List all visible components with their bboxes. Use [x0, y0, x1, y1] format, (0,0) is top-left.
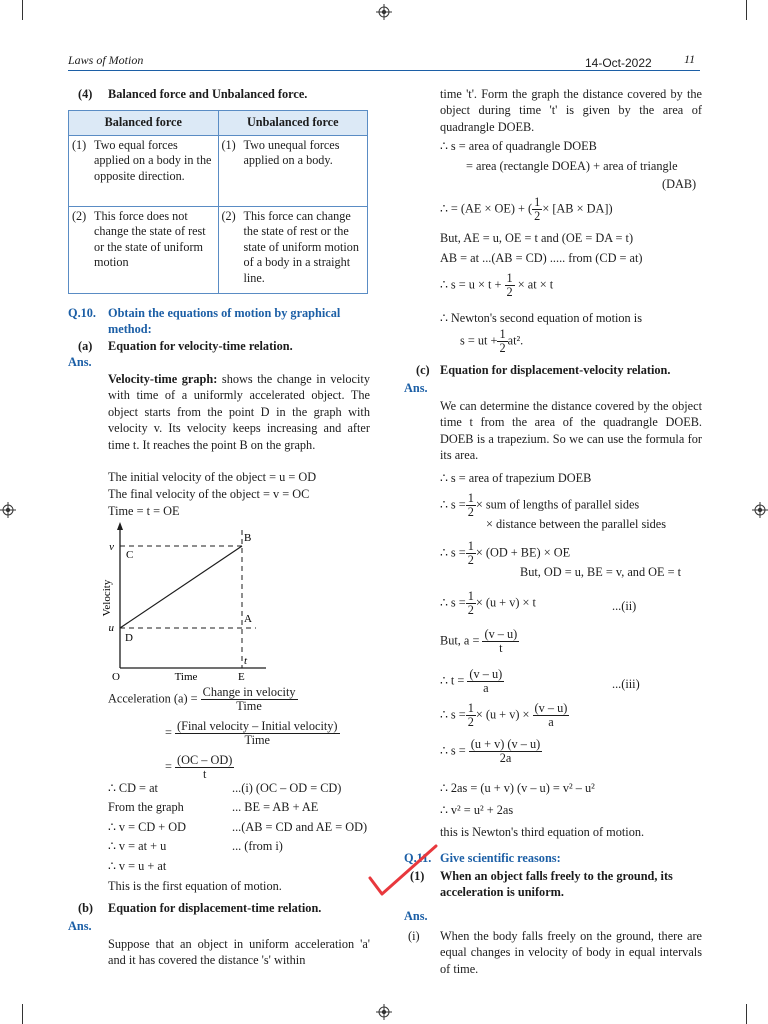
step-lhs: ∴ v = CD + OD: [108, 819, 187, 834]
eq-text: ∴ t =: [440, 673, 465, 688]
fraction-denominator: 2: [534, 209, 541, 223]
eq-text: ∴ s =: [440, 545, 466, 560]
equation-line: [440, 492, 639, 519]
fraction-numerator: 1: [467, 589, 474, 603]
y-axis-arrow-icon: [117, 522, 123, 530]
step-lhs: ∴ v = at + u: [108, 839, 167, 854]
answer-label: Ans.: [68, 355, 92, 369]
fraction-numerator: Change in velocity: [202, 685, 296, 699]
point-a: A: [244, 613, 252, 625]
point-e: E: [238, 671, 245, 683]
cell-number: (1): [221, 137, 236, 152]
eq-text: at².: [507, 333, 524, 348]
fraction-denominator: a: [483, 681, 489, 695]
table-header: Balanced force: [69, 111, 219, 136]
answer-text: When the body falls freely on the ground, there are equal changes in velocity of body in equal intervals of time.: [440, 929, 702, 976]
fraction-numerator: (u + v) (v – u): [470, 737, 541, 751]
fraction-denominator: 2: [499, 341, 506, 355]
table-row: [69, 135, 368, 206]
table-header: Unbalanced force: [218, 111, 368, 136]
subpart-label: (a): [78, 339, 93, 353]
step-rhs: ...(AB = CD and AE = OD): [232, 819, 368, 834]
fraction-numerator: 1: [506, 271, 513, 285]
answer-label: Ans.: [404, 909, 428, 923]
subpart-title: When an object falls freely to the ground, its acceleration is uniform.: [440, 869, 673, 900]
equation-line: (DAB): [662, 177, 697, 191]
equation-line: [440, 738, 542, 765]
fraction-denominator: 2: [467, 715, 474, 729]
cell-number: (2): [221, 208, 236, 223]
eq-text: × at × t: [517, 277, 554, 292]
equation-line: ∴ 2as = (u + v) (v – u) = v² – u²: [440, 781, 595, 795]
equation-line: ∴ v² = u² + 2as: [440, 803, 514, 817]
answer-label: Ans.: [404, 381, 428, 395]
vt-graph-paragraph: [108, 371, 370, 453]
point-d: D: [125, 632, 133, 644]
eq-text: ∴ s = u × t +: [440, 277, 502, 292]
crop-mark: [746, 0, 747, 20]
step-lhs: ∴ CD = at: [108, 781, 158, 795]
origin-o: O: [112, 671, 120, 683]
crop-mark: [746, 1004, 747, 1024]
acceleration-eq-3: [165, 754, 234, 781]
equation-tag: ...(iii): [612, 677, 640, 691]
equation-line: = area (rectangle DOEA) + area of triangle: [466, 159, 678, 173]
eq-text: × [AB × DA]): [542, 201, 613, 216]
step-lhs: From the graph: [108, 800, 184, 815]
fraction-numerator: (OC – OD): [177, 753, 233, 767]
paragraph-text: shows the change in velocity with time of a uniformly accelerated object. The object starts from the point D in the graph with velocity v. Its velocity keeps increasing and after time t. It reaches the point B on the graph.: [108, 372, 370, 452]
equals-sign: =: [165, 759, 172, 774]
fraction-denominator: 2: [467, 553, 474, 567]
trapezium-paragraph: We can determine the distance covered by the object time t from the area of the quadrangle DOEB. DOEB is a trapezium. So we can use the formula for its area.: [440, 399, 702, 463]
label-v: v: [109, 541, 114, 553]
x-axis-label: Time: [174, 671, 198, 683]
eq-text: ∴ s =: [440, 595, 466, 610]
fraction-denominator: 2: [506, 285, 513, 299]
fraction-denominator: 2a: [499, 751, 512, 765]
eq-text: s = ut +: [460, 333, 498, 348]
item-number: (i): [408, 929, 420, 943]
fraction-numerator: 1: [467, 701, 474, 715]
equation-line: ∴ s = area of trapezium DOEB: [440, 471, 592, 485]
fraction-numerator: (v – u): [534, 701, 568, 715]
equation-line: [440, 668, 504, 695]
fraction-numerator: (Final velocity – Initial velocity): [177, 719, 338, 733]
fraction-denominator: t: [202, 767, 207, 781]
question-label: Q.11.: [404, 851, 432, 865]
step-rhs: ... (from i): [232, 839, 283, 854]
eq-text: × (OD + BE) × OE: [475, 545, 571, 560]
step-rhs: ...(i) (OC – OD = CD): [232, 781, 342, 795]
velocity-line: [120, 546, 242, 628]
table-cell: Two unequal forces applied on a body.: [243, 137, 340, 168]
registration-mark-icon: [376, 4, 392, 20]
equation-line: [440, 590, 536, 617]
displacement-paragraph: Suppose that an object in uniform acceleration 'a' and it has covered the distance 's' within: [108, 937, 370, 968]
question-text: Give scientific reasons:: [440, 851, 561, 865]
page-number: 11: [684, 52, 696, 66]
registration-mark-icon: [376, 1004, 392, 1020]
equation-line: ∴ s = area of quadrangle DOEB: [440, 139, 597, 153]
point-b: B: [244, 532, 252, 544]
eq-text: × (u + v) × t: [475, 595, 536, 610]
equation-line: [440, 628, 519, 655]
final-velocity: The final velocity of the object = v = OC: [108, 487, 310, 501]
equation-line: But, AE = u, OE = t and (OE = DA = t): [440, 231, 634, 245]
table-cell: This force does not change the state of rest or the state of uniform motion: [94, 208, 206, 270]
equation-line: × distance between the parallel sides: [486, 517, 667, 531]
equation-line: [440, 702, 569, 729]
red-tick-mark-icon: [366, 840, 440, 900]
initial-velocity: The initial velocity of the object = u = OD: [108, 470, 317, 484]
question-label: Q.10.: [68, 306, 97, 320]
label-u: u: [108, 622, 114, 634]
registration-mark-icon: [0, 502, 16, 518]
acceleration-eq-1: [108, 686, 298, 713]
subpart-title: Equation for displacement-velocity relation.: [440, 363, 671, 377]
question-text: Obtain the equations of motion by graphical method:: [108, 306, 341, 337]
fraction-numerator: 1: [467, 491, 474, 505]
page-date: 14-Oct-2022: [585, 56, 652, 70]
table-cell: Two equal forces applied on a body in the opposite direction.: [94, 137, 212, 183]
fraction-denominator: 2: [467, 603, 474, 617]
fraction-denominator: Time: [244, 733, 271, 747]
section-heading: Balanced force and Unbalanced force.: [108, 87, 308, 101]
equation-line: [440, 196, 613, 223]
table-row: [69, 206, 368, 293]
subpart-title: Equation for displacement-time relation.: [108, 901, 322, 915]
eq-text: But, a =: [440, 633, 480, 648]
fraction-numerator: (v – u): [469, 667, 503, 681]
eq-text: ∴ s =: [440, 707, 466, 722]
fraction-denominator: Time: [236, 699, 262, 713]
equation-line: But, OD = u, BE = v, and OE = t: [520, 565, 682, 579]
cell-number: (2): [72, 208, 87, 223]
crop-mark: [22, 1004, 23, 1024]
subpart-title: Equation for velocity-time relation.: [108, 339, 293, 353]
table-cell: This force can change the state of rest or the state of uniform motion of a body in a straight line.: [243, 208, 359, 285]
third-equation-note: this is Newton's third equation of motion.: [440, 825, 645, 839]
answer-label: Ans.: [68, 919, 92, 933]
cell-number: (1): [72, 137, 87, 152]
fraction-denominator: t: [499, 641, 503, 655]
force-comparison-table: [68, 110, 368, 294]
book-title: Laws of Motion: [68, 53, 144, 67]
subpart-label: (c): [416, 363, 430, 377]
section-heading-number: (4): [78, 87, 93, 101]
equation-tag: ...(ii): [612, 599, 637, 613]
fraction-numerator: 1: [534, 195, 541, 209]
eq-text: × (u + v) ×: [475, 707, 530, 722]
equation-line: [440, 540, 570, 567]
point-c: C: [126, 549, 134, 561]
equation-line: AB = at ...(AB = CD) ..... from (CD = at): [440, 251, 643, 265]
subpart-label: (1): [410, 869, 425, 883]
y-axis-label: Velocity: [101, 579, 113, 617]
label-t: t: [244, 655, 248, 667]
fraction-numerator: 1: [499, 327, 506, 341]
velocity-time-graph: [96, 520, 276, 686]
equation-line: [460, 328, 523, 355]
fraction-numerator: 1: [467, 539, 474, 553]
eq-text: ∴ s =: [440, 497, 466, 512]
eq-text: ∴ s =: [440, 743, 466, 758]
fraction-denominator: a: [548, 715, 554, 729]
first-equation-note: This is the first equation of motion.: [108, 879, 282, 893]
equation-line: ∴ Newton's second equation of motion is: [440, 311, 642, 325]
step-lhs: ∴ v = u + at: [108, 858, 167, 873]
continued-paragraph: time 't'. Form the graph the distance covered by the object during time 't' is given by the area of quadrangle DOEB.: [440, 87, 702, 134]
time-definition: Time = t = OE: [108, 504, 180, 518]
subpart-label: (b): [78, 901, 94, 915]
crop-mark: [22, 0, 23, 20]
acceleration-eq-2: [165, 720, 340, 747]
eq-text: × sum of lengths of parallel sides: [475, 497, 640, 512]
accel-lhs: Acceleration (a) =: [108, 691, 198, 706]
step-rhs: ... BE = AB + AE: [232, 800, 319, 815]
registration-mark-icon: [752, 502, 768, 518]
eq-text: ∴ = (AE × OE) + (: [440, 201, 533, 216]
equation-line: [440, 272, 553, 299]
term: Velocity-time graph:: [108, 372, 218, 386]
derivation-steps: [108, 780, 374, 874]
fraction-numerator: (v – u): [484, 627, 518, 641]
equals-sign: =: [165, 725, 172, 740]
fraction-denominator: 2: [467, 505, 474, 519]
header-rule: [68, 70, 700, 71]
